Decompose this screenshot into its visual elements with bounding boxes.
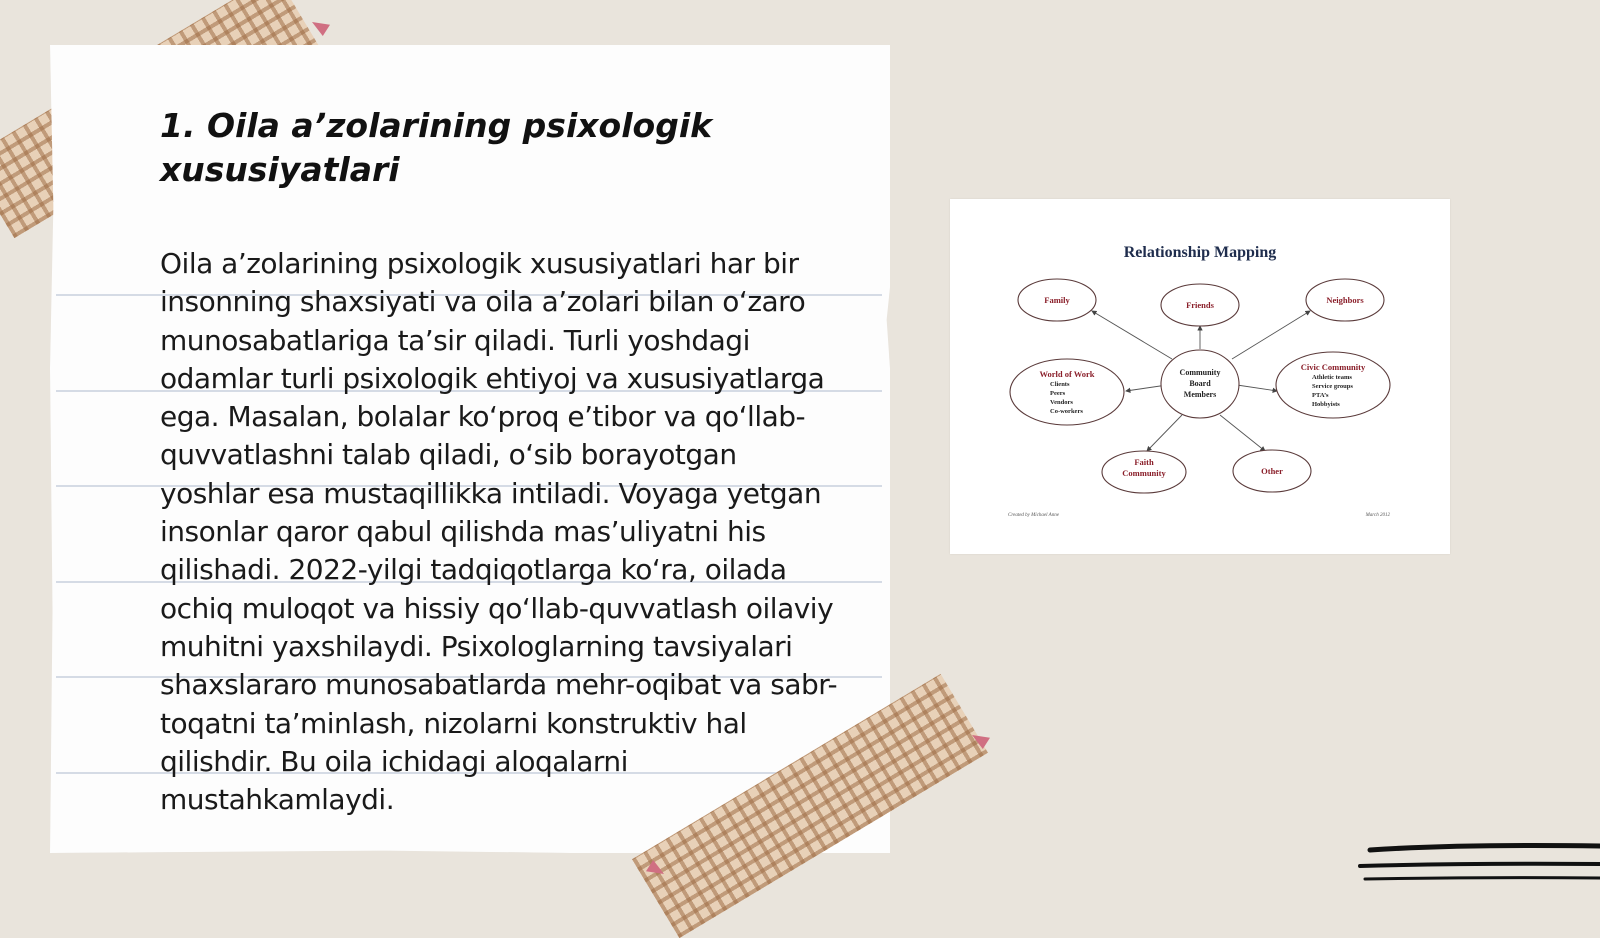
relationship-mapping-image [950, 199, 1450, 554]
node-friends-label: Friends [1186, 300, 1214, 310]
center-label-line3: Members [1183, 390, 1217, 399]
civic-item: Athletic teams [1312, 374, 1352, 381]
node-family-label: Family [1044, 295, 1070, 305]
work-item: Vendors [1050, 399, 1073, 406]
civic-item: PTA’s [1312, 392, 1329, 399]
work-item: Clients [1050, 381, 1070, 388]
work-item: Co-workers [1050, 408, 1083, 415]
node-other-label: Other [1261, 466, 1283, 476]
civic-item: Service groups [1312, 383, 1353, 390]
node-faith-label-line1: Faith [1134, 457, 1154, 467]
tape-end-top-left [312, 22, 330, 36]
node-faith-label-line2: Community [1122, 468, 1166, 478]
civic-item: Hobbyists [1312, 401, 1340, 408]
node-civic-community-label: Civic Community [1300, 362, 1366, 372]
diagram-footer-left: Created by Michael Anne [1008, 513, 1059, 518]
work-item: Peers [1050, 390, 1066, 397]
relationship-mapping-diagram [950, 199, 1450, 554]
node-world-of-work-label: World of Work [1039, 369, 1095, 379]
center-label-line1: Community [1179, 368, 1221, 377]
diagram-footer-right: March 2012 [1365, 513, 1390, 518]
node-neighbors-label: Neighbors [1326, 295, 1364, 305]
slide-body-text: Oila a’zolarining psixologik xususiyatlari har bir insonning shaxsiyati va oila a’zolari bilan o‘zaro munosabatlariga ta’sir qiladi. Turli yoshdagi odamlar turli psixologik ehtiyoj va xususiyatlarga ega. Masalan, bolalar ko‘proq e’tibor va qo‘llab-quvvatlashni talab qiladi, o‘sib borayotgan yoshlar esa mustaqillikka intiladi. Voyaga yetgan insonlar qaror qabul qilishda mas’uliyatni his qilishadi. 2022-yilgi tadqiqotlarga ko‘ra, oilada ochiq muloqot va hissiy qo‘llab-quvvatlash oilaviy muhitni yaxshilaydi. Psixologlarning tavsiyalari shaxslararo munosabatlarda mehr-oqibat va sabr-toqatni ta’minlash, nizolarni konstruktiv hal qilishdir. Bu oila ichidagi aloqalarni mustahkamlaydi. [160, 247, 838, 817]
slide-title: 1. Oila a’zolarining psixologik xususiyatlari [160, 106, 713, 189]
center-label-line2: Board [1189, 379, 1211, 388]
diagram-title: Relationship Mapping [1123, 244, 1277, 261]
decorative-brush-lines [1310, 830, 1600, 900]
